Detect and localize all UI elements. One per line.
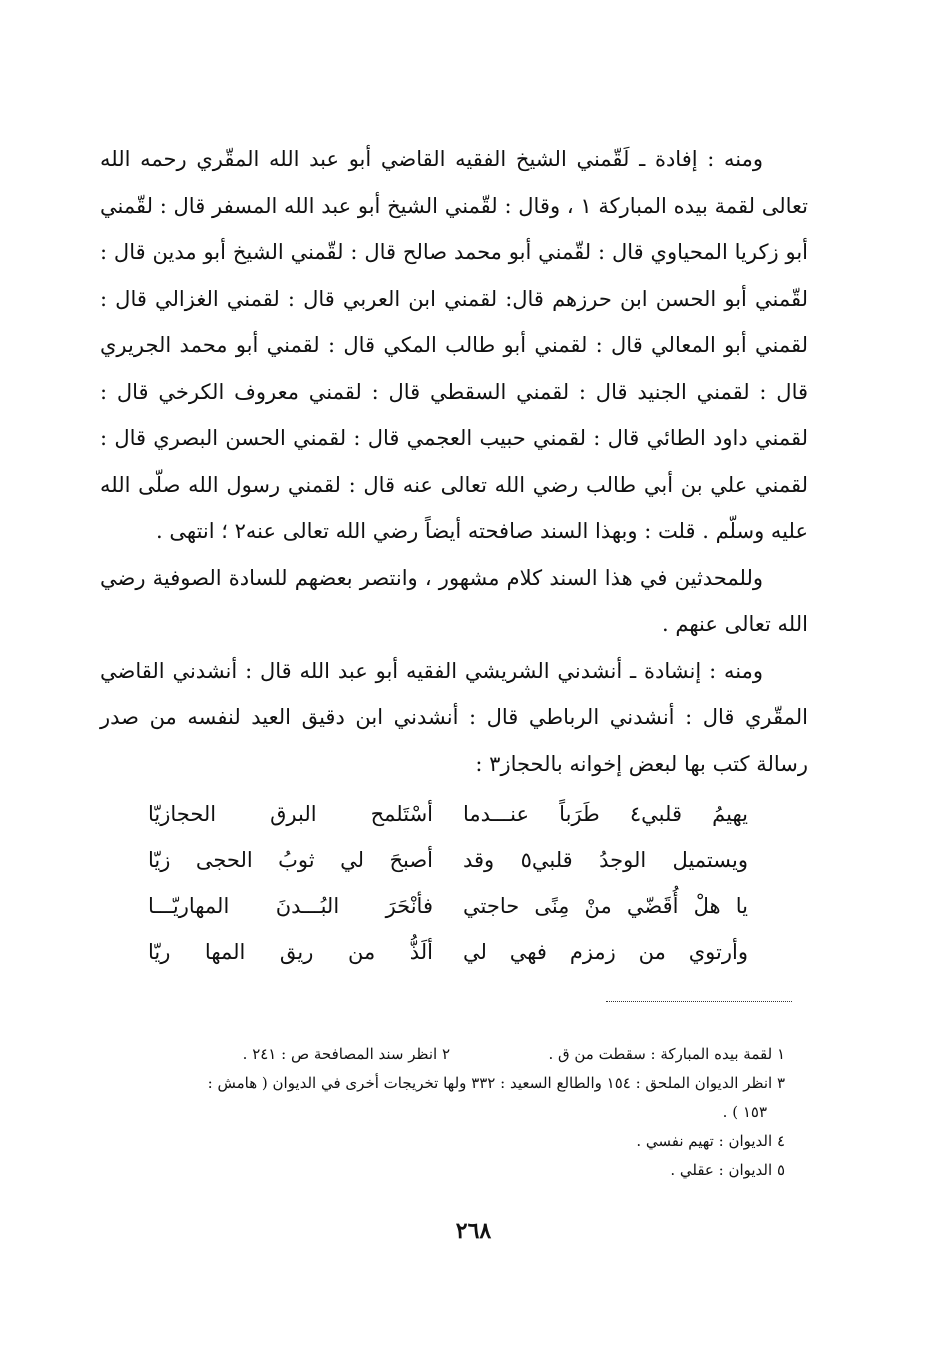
- footnote-3: ٣ انظر الديوان الملحق : ١٥٤ والطالع السعيد : ٣٣٢ ولها تخريجات أخرى في الديوان ( هامش :: [207, 1074, 785, 1092]
- main-text: [100, 136, 808, 787]
- poem-first-hemistich: ويستميل الوجدُ قلبي٥ وقد: [463, 848, 748, 872]
- poem-second-hemistich: أسْتَلمح البرق الحجازيّا: [148, 802, 433, 826]
- footnote-2: ٢ انظر سند المصافحة ص : ٢٤١ .: [242, 1045, 450, 1063]
- poem-second-hemistich: أصبحَ لي ثوبُ الحجى زيّا: [148, 848, 433, 872]
- footnote-5: ٥ الديوان : عقلي .: [670, 1161, 785, 1179]
- footnote-1: ١ لقمة بيده المباركة : سقطت من ق .: [548, 1045, 785, 1063]
- poem-verse: [148, 883, 748, 929]
- poem-second-hemistich: ألَذُّ من ريق المها ريّا: [148, 940, 433, 964]
- poem-first-hemistich: وأرتوي من زمزم فهي لي: [463, 940, 748, 964]
- paragraph-ifada: ومنه : إفادة ـ لَقّمني الشيخ الفقيه القاضي أبو عبد الله المقّري رحمه الله تعالى لقمة بيده المباركة ١ ، وقال : لقّمني الشيخ أبو عبد الله المسفر قال : لقّمني أبو زكريا المحياوي قال : لقّمني أبو محمد صالح قال : لقّمني الشيخ أبو مدين قال : لقّمني أبو الحسن ابن حرزهم قال: لقمني ابن العربي قال : لقمني الغزالي قال : لقمني أبو المعالي قال : لقمني أبو طالب المكي قال : لقمني أبو محمد الجريري قال : لقمني الجنيد قال : لقمني السقطي قال : لقمني معروف الكرخي قال : لقمني داود الطائي قال : لقمني حبيب العجمي قال : لقمني الحسن البصري قال : لقمني علي بن أبي طالب رضي الله تعالى عنه قال : لقمني رسول الله صلّى الله عليه وسلّم . قلت : وبهذا السند صافحته أيضاً رضي الله تعالى عنه٢ ؛ انتهى .: [100, 147, 808, 543]
- footnote-4: ٤ الديوان : تهيم نفسي .: [636, 1132, 785, 1150]
- paragraph-muhaddithin: وللمحدثين في هذا السند كلام مشهور ، وانتصر بعضهم للسادة الصوفية رضي الله تعالى عنهم .: [100, 565, 808, 636]
- footnote-row: [100, 1040, 785, 1069]
- poem-verse: [148, 929, 748, 975]
- page-number: ٢٦٨: [455, 1218, 492, 1244]
- footnotes: [100, 1040, 785, 1185]
- footnote-separator: [606, 1001, 792, 1002]
- poem-first-hemistich: يا هلْ أُقَضّي منْ مِنًى حاجتي: [463, 894, 748, 918]
- paragraph-inshada: ومنه : إنشادة ـ أنشدني الشريشي الفقيه أبو عبد الله قال : أنشدني القاضي المقّري قال : أنشدني الرباطي قال : أنشدني ابن دقيق العيد لنفسه من صدر رسالة كتب بها لبعض إخوانه بالحجاز٣ :: [100, 658, 808, 776]
- footnote-3-continuation: ١٥٣ ) .: [722, 1103, 767, 1121]
- poem-verse: [148, 837, 748, 883]
- poem-verse: [148, 791, 748, 837]
- poem-second-hemistich: فأنْحَرَ البُـــدنَ المهاريّـــا: [148, 894, 433, 918]
- poem: [148, 791, 748, 975]
- poem-first-hemistich: يهيمُ قلبي٤ طَرَباً عنـــدما: [463, 802, 748, 826]
